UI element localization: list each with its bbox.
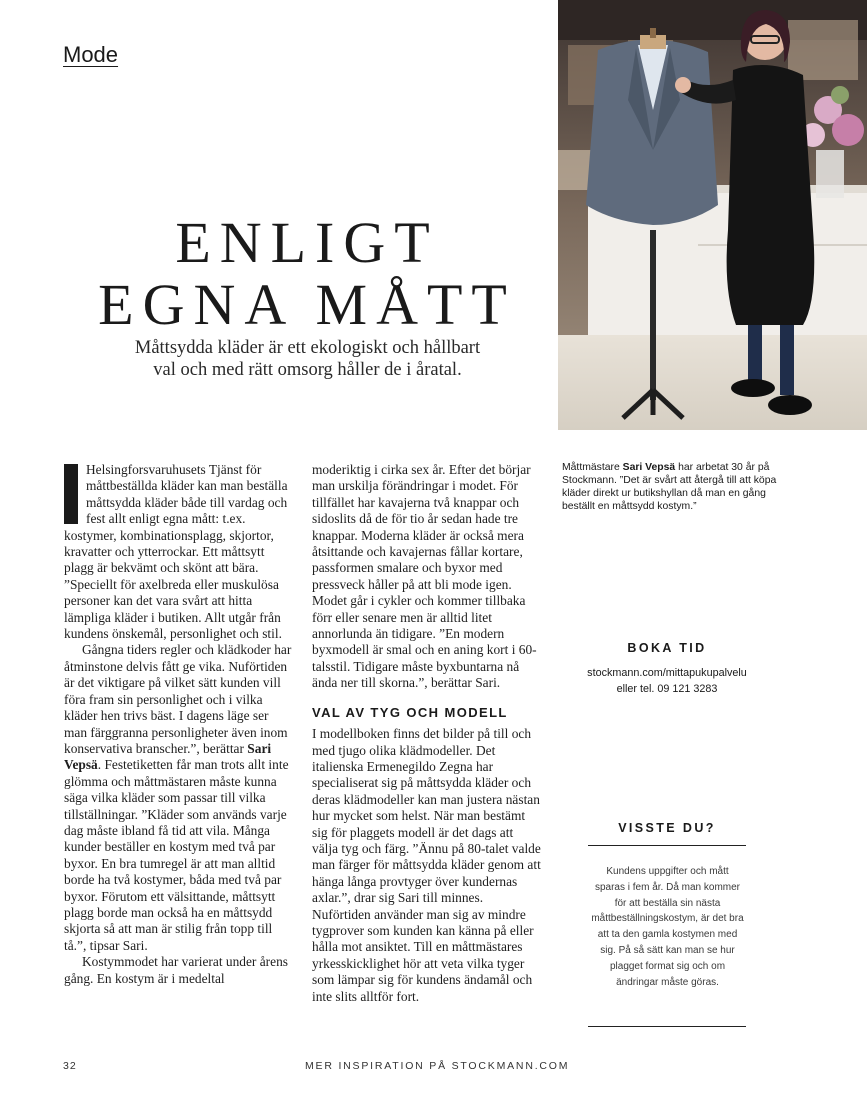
- body-paragraph: [312, 462, 542, 692]
- section-label: Mode: [63, 42, 119, 67]
- boka-url-link[interactable]: stockmann.com/mittapukupalvelu: [587, 667, 747, 679]
- text-segment: Helsingforsvaruhusets Tjänst för måttbeställda kläder kan man beställa måttsydda kläder både till vardag och fest allt enligt egna mått: t.ex. kostymer, kombinationsplagg, skjortor, kravatter och ytterrockar. Ett måttsytt plagg är bekvämt och skönt att bära. ”Speciellt för axelbreda eller muskulösa personer kan det vara svårt att hitta lämpliga kläder i butiken. Allt utgår från kundens önskemål, personlighet och stil.: [64, 462, 288, 642]
- headline-line-2: EGNA MÅTT: [98, 272, 516, 337]
- body-paragraph: [64, 462, 294, 642]
- body-paragraph: [64, 642, 294, 954]
- caption-rest: har arbetat 30 år på Stockmann. ”Det är svårt att återgå till att köpa kläder direkt ur butikshyllan då man en gång beställt en måttsydd kostym.”: [562, 462, 777, 512]
- text-segment: Gångna tiders regler och klädkoder har åtminstone delvis fått ge vika. Nuförtiden är det viktigare på vilket sätt kunden vill föra fram sin personlighet och i vilka kläder hen trivs bäst. I dagens läge ser man färggranna personligheter även inom konservativa branscher.”, berättar: [64, 642, 292, 756]
- column-2: [312, 462, 542, 1005]
- visste-title: VISSTE DU?: [618, 821, 716, 835]
- subheading: VAL AV TYG OCH MODELL: [312, 704, 508, 720]
- text-segment: I modellboken finns det bilder på till och med tjugo olika klädmodeller. Det italienska Ermenegildo Zegna har specialiserat sig på måttsydda kläder och deras klädmodeller kan man justera nästan hur mycket som helst. När man bestämt sig för plaggets modell är det dags att välja tyg och färg. ”Ännu på 80-talet valde man färger för måttsydda kläder genom att hänga långa provtyger över kundernas axlar.”, drar sig Sari till minnes. Nuförtiden använder man sig av mindre tygprover som kunden kan känna på eller hålla mot ansiktet. Till en måttmästares yrkesskicklighet hör att veta vilka tyger som lämpar sig för kundens ändamål och inte slits alltför fort.: [312, 726, 541, 1004]
- text-segment: Kostymmodet har varierat under årens gång. En kostym är i medeltal: [64, 954, 288, 986]
- visste-top-rule: [588, 845, 746, 846]
- column-1: [64, 462, 294, 987]
- bold-name: Sari Vepsä: [64, 740, 272, 773]
- headline-line-1: ENLIGT: [175, 210, 439, 275]
- text-segment: moderiktig i cirka sex år. Efter det börjar man urskilja förändringar i modet. För tillfället har kavajerna två knappar och sidoslits då de för tio år sedan hade tre knappar. Moderna kläder är också mera åtsittande och kavajernas fållar kortare, passformen smalare och byxor med pressveck håller på att bli mode igen. Modet går i cykler och kommer tillbaka förr eller senare men är alltid litet annorlunda än tidigare. ”En modern byxmodell är smal och en aning kort i 60-talsstil. Tidigare måste byxbuntarna nå ända ner till skorna.”, berättar Sari.: [312, 462, 537, 691]
- tailor-with-mannequin-photo: [558, 0, 867, 430]
- drop-cap-mark: [64, 464, 78, 524]
- visste-bottom-rule: [588, 1026, 746, 1027]
- lede-line-1: Måttsydda kläder är ett ekologiskt och hållbart: [134, 338, 481, 358]
- photo-caption: [562, 461, 794, 513]
- boka-title: BOKA TID: [627, 641, 707, 655]
- photo-illustration: [558, 0, 867, 430]
- body-paragraph: [312, 726, 542, 1005]
- caption-name: Sari Vepsä: [622, 462, 676, 473]
- lede: [100, 337, 515, 381]
- visste-text: Kundens uppgifter och mått sparas i fem år. Då man kommer för att beställa sin nästa måttbeställningskostym, är det bra att ta den gamla kostymen med sig. På så sätt kan man se hur plagget format sig och om ändringar måste göras.: [591, 866, 744, 988]
- caption-prefix: Måttmästare: [562, 462, 623, 473]
- headline: [60, 212, 554, 336]
- footer-link[interactable]: MER INSPIRATION PÅ STOCKMANN.COM: [305, 1060, 570, 1072]
- text-segment: . Festetiketten får man trots allt inte glömma och måttmästaren måste kunna säga vilka kläder som passar till vilka tillställningar. ”Kläder som används varje dag måste ibland få tid att vila. Många kunder beställer en kostym med två par byxor. En bra tumregel är att man alltid borde ha två kostymer, båda med två par byxor. Förutom ett välsittande, måttsytt plagg borde man också ha en måttsydd skjorta så att man är stilig från topp till tå.”, tipsar Sari.: [64, 757, 289, 953]
- lede-line-2: val och med rätt omsorg håller de i åratal.: [153, 360, 462, 380]
- page-number: 32: [63, 1060, 77, 1072]
- body-paragraph: [64, 954, 294, 987]
- boka-phone: eller tel. 09 121 3283: [616, 683, 718, 695]
